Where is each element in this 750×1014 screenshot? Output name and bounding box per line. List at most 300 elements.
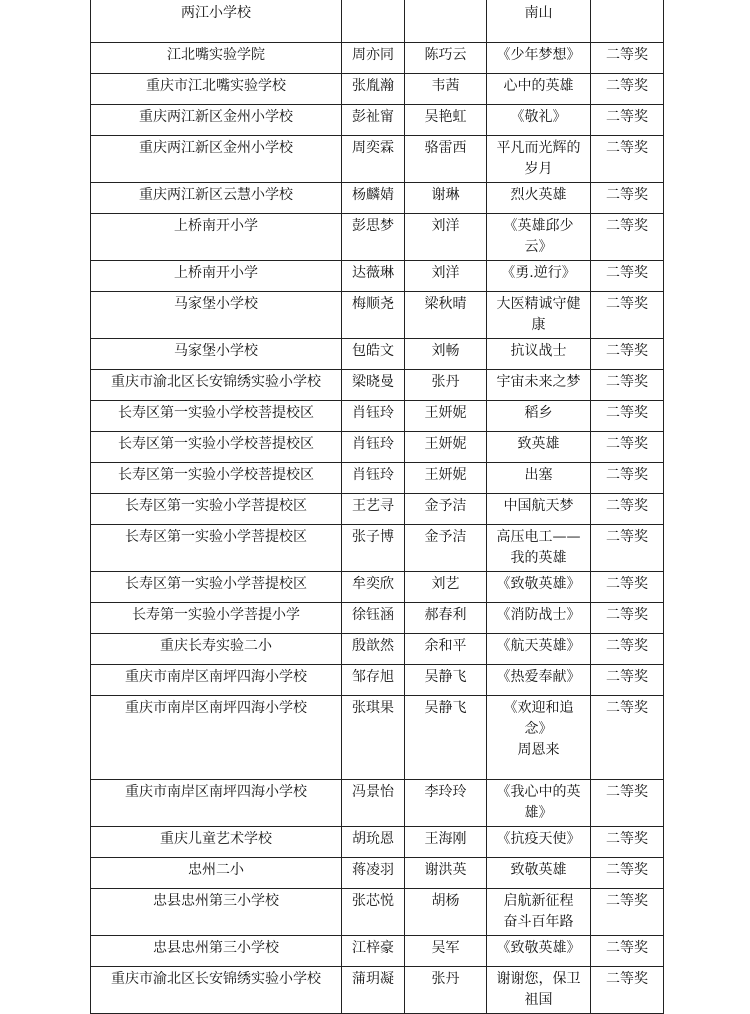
student-cell [342,572,405,603]
work-title-cell-text: 《欢迎和追 念》 周恩来 [503,700,574,758]
work-title-cell [487,136,591,183]
table-row [91,74,664,105]
award-cell-text: 二等奖 [606,498,648,514]
teacher-cell [405,74,487,105]
school-cell [91,432,342,463]
student-cell [342,858,405,889]
table-row [91,370,664,401]
work-title-cell [487,105,591,136]
table-row [91,183,664,214]
work-title-cell [487,936,591,967]
school-cell-text: 重庆两江新区金州小学校 [139,140,293,156]
work-title-cell-text: 《勇.逆行》 [501,265,576,281]
work-title-cell [487,370,591,401]
teacher-cell [405,936,487,967]
teacher-cell-text: 金予洁 [424,498,467,514]
teacher-cell-text: 吴静飞 [424,669,467,685]
award-cell [591,183,664,214]
award-cell-text: 二等奖 [606,831,648,847]
student-cell [342,432,405,463]
student-cell [342,603,405,634]
work-title-cell [487,463,591,494]
award-cell-text: 二等奖 [606,218,648,234]
student-cell-text: 杨麟婧 [352,187,394,203]
teacher-cell [405,105,487,136]
school-cell-text: 两江小学校 [181,5,251,21]
school-cell-text: 马家堡小学校 [174,343,258,359]
award-cell [591,494,664,525]
work-title-cell-text: 烈火英雄 [510,187,567,203]
teacher-cell [405,858,487,889]
award-cell-text: 二等奖 [606,607,648,623]
school-cell-text: 重庆市南岸区南坪四海小学校 [125,669,307,685]
teacher-cell-text: 吴军 [431,940,460,956]
teacher-cell [405,827,487,858]
table-row [91,967,664,1014]
award-cell [591,0,664,43]
table-row [91,827,664,858]
work-title-cell-text: 平凡而光辉的 岁月 [496,140,581,177]
student-cell [342,967,405,1014]
award-cell-text: 二等奖 [606,529,648,545]
award-cell-text: 二等奖 [606,862,648,878]
award-cell [591,603,664,634]
award-cell-text: 二等奖 [606,47,648,63]
school-cell [91,889,342,936]
school-cell [91,463,342,494]
school-cell-text: 忠县忠州第三小学校 [153,893,279,909]
student-cell-text: 彭祉甯 [352,109,394,125]
teacher-cell [405,494,487,525]
school-cell [91,827,342,858]
school-cell [91,525,342,572]
teacher-cell [405,463,487,494]
award-cell [591,261,664,292]
student-cell [342,494,405,525]
school-cell-text: 忠州二小 [188,862,244,878]
teacher-cell-text: 梁秋晴 [424,296,467,312]
award-cell [591,936,664,967]
student-cell [342,780,405,827]
school-cell-text: 重庆两江新区金州小学校 [139,109,293,125]
school-cell-text: 忠县忠州第三小学校 [153,940,279,956]
teacher-cell-text [409,0,482,3]
school-cell [91,339,342,370]
teacher-cell [405,525,487,572]
student-cell-text: 蒲玥凝 [352,971,394,987]
student-cell [342,463,405,494]
teacher-cell-text: 刘洋 [431,265,460,281]
work-title-cell-text: 出塞 [524,467,553,483]
award-table-container [90,0,663,1014]
work-title-cell [487,603,591,634]
school-cell [91,967,342,1014]
student-cell-text: 殷歆然 [352,638,394,654]
teacher-cell [405,292,487,339]
student-cell-text: 蒋凌羽 [352,862,394,878]
teacher-cell-text: 张丹 [431,374,460,390]
student-cell [342,292,405,339]
table-row [91,105,664,136]
teacher-cell-text: 刘艺 [431,576,460,592]
school-cell-text: 重庆儿童艺术学校 [160,831,272,847]
award-cell-text: 二等奖 [606,784,648,800]
work-title-cell-text: 中国航天梦 [503,498,574,514]
student-cell-text: 包皓文 [352,343,394,359]
work-title-cell [487,634,591,665]
award-cell [591,463,664,494]
school-cell [91,494,342,525]
work-title-cell [487,43,591,74]
award-cell [591,339,664,370]
table-row [91,432,664,463]
student-cell-text: 彭思梦 [352,218,394,234]
award-cell-text: 二等奖 [606,78,648,94]
school-cell [91,634,342,665]
school-cell-text: 重庆市南岸区南坪四海小学校 [125,784,307,800]
student-cell [342,889,405,936]
student-cell [342,74,405,105]
work-title-cell [487,572,591,603]
award-table-body [91,0,664,1014]
teacher-cell-text: 郝春利 [424,607,467,623]
award-cell [591,370,664,401]
student-cell-text: 周亦同 [352,47,394,63]
table-row [91,401,664,432]
work-title-cell-text: 谢谢您，保卫 祖国 [496,971,581,1008]
award-cell [591,696,664,780]
table-row [91,339,664,370]
award-cell-text: 二等奖 [606,140,648,156]
school-cell-text: 马家堡小学校 [174,296,258,312]
student-cell [342,105,405,136]
student-cell-text: 肖钰玲 [352,405,394,421]
student-cell [342,696,405,780]
teacher-cell-text: 王海刚 [424,831,467,847]
student-cell [342,936,405,967]
award-table [90,0,664,1014]
student-cell-text: 张胤瀚 [352,78,394,94]
award-cell-text: 二等奖 [606,296,648,312]
student-cell [342,183,405,214]
award-cell [591,889,664,936]
work-title-cell [487,0,591,43]
table-row [91,634,664,665]
teacher-cell-text: 骆雷西 [424,140,467,156]
school-cell-text: 重庆市南岸区南坪四海小学校 [125,700,307,716]
teacher-cell-text: 余和平 [424,638,467,654]
table-row [91,572,664,603]
student-cell [342,339,405,370]
teacher-cell-text: 韦茜 [431,78,460,94]
work-title-cell [487,432,591,463]
award-cell-text: 二等奖 [606,109,648,125]
school-cell [91,858,342,889]
teacher-cell-text: 金予洁 [424,529,467,545]
work-title-cell [487,401,591,432]
award-cell-text: 二等奖 [606,971,648,987]
work-title-cell-text: 大医精诚守健 康 [496,296,581,333]
award-cell-text: 二等奖 [606,576,648,592]
teacher-cell-text: 胡杨 [431,893,460,909]
student-cell [342,634,405,665]
award-cell-text: 二等奖 [606,669,648,685]
student-cell [342,525,405,572]
award-cell [591,572,664,603]
teacher-cell-text: 谢琳 [431,187,460,203]
teacher-cell [405,339,487,370]
school-cell [91,214,342,261]
work-title-cell-text: 《致敬英雄》 [496,576,581,592]
table-row [91,292,664,339]
teacher-cell-text: 刘畅 [431,343,460,359]
work-title-cell-text: 《航天英雄》 [496,638,581,654]
student-cell-text: 江梓豪 [352,940,394,956]
table-row [91,665,664,696]
table-row [91,136,664,183]
student-cell-text: 梁晓曼 [352,374,394,390]
teacher-cell-text: 张丹 [431,971,460,987]
teacher-cell [405,136,487,183]
table-row [91,936,664,967]
award-cell [591,967,664,1014]
teacher-cell [405,634,487,665]
teacher-cell [405,432,487,463]
work-title-cell [487,261,591,292]
work-title-cell-text: 《热爱奉献》 [496,669,581,685]
work-title-cell-text: 《少年梦想》 [496,47,581,63]
teacher-cell [405,214,487,261]
teacher-cell [405,261,487,292]
award-cell [591,525,664,572]
award-cell-text: 二等奖 [606,343,648,359]
work-title-cell-text: 《致敬英雄》 [496,940,581,956]
school-cell [91,665,342,696]
teacher-cell [405,370,487,401]
teacher-cell [405,401,487,432]
school-cell [91,105,342,136]
work-title-cell [487,183,591,214]
teacher-cell-text: 谢洪英 [424,862,467,878]
award-cell [591,827,664,858]
student-cell [342,214,405,261]
award-cell [591,780,664,827]
teacher-cell-text: 王妍妮 [424,436,467,452]
work-title-cell [487,292,591,339]
award-cell [591,105,664,136]
table-row [91,889,664,936]
work-title-cell [487,780,591,827]
award-cell [591,665,664,696]
work-title-cell [487,696,591,780]
school-cell [91,43,342,74]
table-row [91,463,664,494]
work-title-cell [487,74,591,105]
award-cell [591,401,664,432]
teacher-cell-text: 王妍妮 [424,405,467,421]
teacher-cell [405,183,487,214]
school-cell-text: 上桥南开小学 [174,218,258,234]
school-cell-text: 长寿区第一实验小学菩提校区 [125,529,307,545]
work-title-cell [487,665,591,696]
teacher-cell [405,889,487,936]
teacher-cell-text: 吴静飞 [424,700,467,716]
school-cell [91,74,342,105]
school-cell [91,696,342,780]
work-title-cell [487,525,591,572]
student-cell-text: 胡玧恩 [352,831,394,847]
student-cell-text: 邹存旭 [352,669,394,685]
table-row [91,43,664,74]
award-cell [591,43,664,74]
student-cell-text: 肖钰玲 [352,436,394,452]
work-title-cell [487,967,591,1014]
award-cell [591,136,664,183]
teacher-cell-text: 吴艳虹 [424,109,467,125]
school-cell-text: 重庆长寿实验二小 [160,638,272,654]
school-cell-text: 重庆市渝北区长安锦绣实验小学校 [111,374,321,390]
work-title-cell-text: 稻乡 [524,405,553,421]
student-cell [342,827,405,858]
table-row [91,494,664,525]
work-title-cell [487,827,591,858]
student-cell-text: 冯景怡 [352,784,394,800]
work-title-cell-text: 启航新征程 奋斗百年路 [503,893,574,930]
award-cell [591,858,664,889]
teacher-cell [405,0,487,43]
teacher-cell [405,780,487,827]
student-cell-text: 肖钰玲 [352,467,394,483]
work-title-cell-text: 《我心中的英 雄》 [496,784,581,821]
school-cell [91,370,342,401]
award-cell-text [595,0,659,3]
school-cell [91,183,342,214]
student-cell-text: 张子博 [352,529,394,545]
student-cell-text: 徐钰涵 [352,607,394,623]
award-cell-text: 二等奖 [606,467,648,483]
work-title-cell-text: 《敬礼》 [510,109,567,125]
student-cell-text: 周奕霖 [352,140,394,156]
teacher-cell [405,572,487,603]
table-row [91,0,664,43]
school-cell-text: 长寿区第一实验小学菩提校区 [125,498,307,514]
school-cell-text: 上桥南开小学 [174,265,258,281]
student-cell-text: 牟奕欣 [352,576,394,592]
work-title-cell-text: 心中的英雄 [503,78,574,94]
student-cell-text [346,0,400,3]
work-title-cell-text: 宇宙未来之梦 [496,374,581,390]
student-cell-text: 张芯悦 [352,893,394,909]
table-row [91,858,664,889]
award-cell [591,432,664,463]
award-cell-text: 二等奖 [606,405,648,421]
teacher-cell-text: 王妍妮 [424,467,467,483]
student-cell-text: 达薇琳 [352,265,394,281]
work-title-cell-text: 致敬英雄 [510,862,567,878]
award-cell-text: 二等奖 [606,893,648,909]
school-cell-text: 长寿区第一实验小学菩提校区 [125,576,307,592]
work-title-cell-text: 《英雄邱少 云》 [503,218,574,255]
work-title-cell [487,214,591,261]
table-row [91,525,664,572]
award-cell-text: 二等奖 [606,638,648,654]
teacher-cell [405,696,487,780]
award-cell-text: 二等奖 [606,265,648,281]
work-title-cell-text: 《抗疫天使》 [496,831,581,847]
table-row [91,261,664,292]
work-title-cell-text: 《消防战士》 [496,607,581,623]
table-row [91,780,664,827]
school-cell [91,603,342,634]
award-cell [591,74,664,105]
student-cell [342,43,405,74]
student-cell [342,401,405,432]
teacher-cell [405,665,487,696]
work-title-cell [487,494,591,525]
school-cell [91,292,342,339]
award-cell-text: 二等奖 [606,187,648,203]
student-cell [342,665,405,696]
school-cell-text: 重庆市江北嘴实验学校 [146,78,286,94]
work-title-cell-text: 致英雄 [517,436,560,452]
teacher-cell-text: 刘洋 [431,218,460,234]
teacher-cell [405,43,487,74]
work-title-cell [487,339,591,370]
school-cell-text: 重庆两江新区云慧小学校 [139,187,293,203]
student-cell [342,261,405,292]
school-cell-text: 长寿第一实验小学菩提小学 [132,607,300,623]
student-cell-text: 王艺寻 [352,498,394,514]
school-cell [91,780,342,827]
work-title-cell [487,858,591,889]
student-cell-text: 梅顺尧 [352,296,394,312]
student-cell [342,0,405,43]
award-cell-text: 二等奖 [606,436,648,452]
work-title-cell-text: 南山 [524,5,553,21]
award-cell-text: 二等奖 [606,940,648,956]
award-cell [591,214,664,261]
work-title-cell-text: 抗议战士 [510,343,567,359]
award-cell-text: 二等奖 [606,700,648,716]
school-cell-text: 江北嘴实验学院 [167,47,265,63]
award-cell-text: 二等奖 [606,374,648,390]
teacher-cell [405,603,487,634]
school-cell [91,401,342,432]
student-cell [342,370,405,401]
table-row [91,214,664,261]
award-cell [591,634,664,665]
teacher-cell-text: 李玲玲 [424,784,467,800]
work-title-cell [487,889,591,936]
teacher-cell-text: 陈巧云 [424,47,467,63]
teacher-cell [405,967,487,1014]
school-cell [91,261,342,292]
work-title-cell-text: 高压电工—— 我的英雄 [496,529,581,566]
school-cell-text: 长寿区第一实验小学校菩提校区 [118,405,314,421]
school-cell [91,936,342,967]
school-cell-text: 长寿区第一实验小学校菩提校区 [118,467,314,483]
school-cell [91,136,342,183]
table-row [91,696,664,780]
table-row [91,603,664,634]
school-cell [91,572,342,603]
student-cell [342,136,405,183]
school-cell-text: 重庆市渝北区长安锦绣实验小学校 [111,971,321,987]
student-cell-text: 张琪果 [352,700,394,716]
school-cell [91,0,342,43]
award-cell [591,292,664,339]
school-cell-text: 长寿区第一实验小学校菩提校区 [118,436,314,452]
